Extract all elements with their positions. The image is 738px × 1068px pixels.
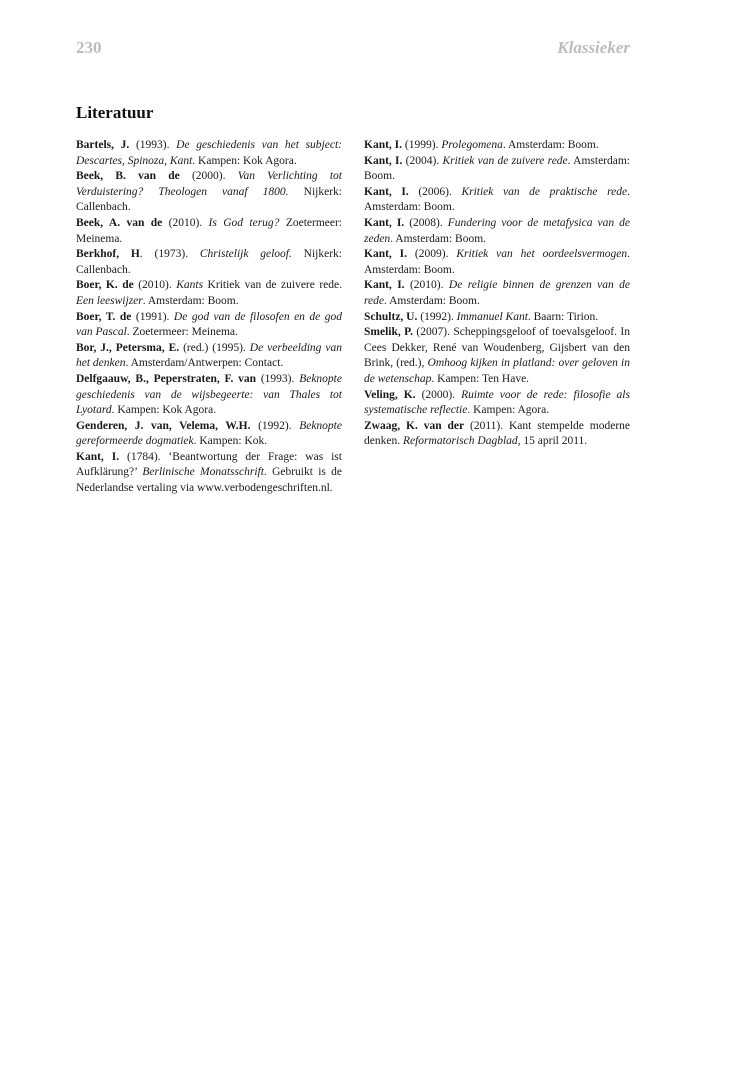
entry-text: (2009). [407, 248, 457, 261]
entry-text: . Amsterdam: Boom. [364, 154, 630, 183]
entry-text: . Amsterdam: Boom. [364, 248, 630, 276]
entry-title: Fundering voor de metafysica van de zeden [364, 216, 630, 245]
bibliography-entry [76, 419, 342, 450]
page-number: 230 [76, 38, 102, 57]
entry-text: (1992). [417, 310, 457, 323]
entry-text: . Amsterdam: Boom. [502, 139, 599, 151]
section-title: Literatuur [76, 103, 154, 122]
entry-text: (2010). [162, 216, 209, 229]
entry-text: . Amsterdam: Boom. [142, 294, 239, 307]
entry-title: De god van de filosofen en de god van Pascal [76, 310, 342, 339]
entry-title: De geschiedenis van het subject: Descartes, Spinoza, Kant [76, 139, 342, 167]
entry-author: Genderen, J. van, Velema, W.H. [76, 419, 251, 432]
entry-text: . Kampen: Kok Agora. [192, 154, 297, 167]
entry-text: Kritiek van de zuivere rede. [203, 279, 342, 292]
entry-text: (1992). [250, 419, 300, 432]
entry-text: Zoetermeer: Meinema. [76, 216, 343, 245]
entry-title: Ruimte voor de rede: filosofie als systematische reflectie [364, 388, 630, 417]
entry-author: Kant, I. [364, 248, 408, 261]
entry-text: (red.) (1995). [179, 341, 250, 354]
entry-author: Boer, T. de [76, 310, 132, 323]
entry-title: Berlinische Monatsschrift [142, 466, 264, 479]
entry-text: (1993). [129, 139, 177, 151]
entry-author: Kant, I. [364, 154, 403, 167]
bibliography-entry [76, 372, 342, 419]
bibliography-entry [364, 185, 630, 216]
entry-title: Een leeswijzer [76, 294, 143, 307]
bibliography-entry [364, 216, 630, 247]
entry-text: (2000). [415, 388, 462, 401]
entry-author: Beek, A. van de [76, 216, 163, 229]
entry-text: (1784). ‘Beantwortung der Frage: was ist Aufklärung?’ [76, 450, 342, 479]
entry-title: De religie binnen de grenzen van de rede [364, 279, 630, 307]
entry-text: (1993). [256, 372, 300, 385]
entry-text: (2004). [402, 154, 443, 167]
entry-title: Kritiek van het oordeelsvermogen [456, 248, 628, 261]
entry-author: Bartels, J. [76, 139, 130, 151]
entry-title: Kants [176, 279, 204, 292]
entry-title: Van Verlichting tot Verduistering? Theologen vanaf 1800. [76, 170, 342, 198]
bibliography-left-column [76, 138, 342, 497]
entry-title: Christelijk geloof. [199, 248, 292, 261]
bibliography-entry [76, 341, 342, 372]
entry-title: Beknopte gereformeerde dogmatiek [76, 419, 342, 448]
entry-text: . (1973). [139, 248, 200, 261]
bibliography-entry [364, 388, 630, 419]
bibliography-entry [76, 138, 342, 169]
entry-text: (2000). [179, 170, 238, 183]
bibliography-entry [76, 247, 342, 278]
entry-text: . Kampen: Kok Agora. [111, 404, 217, 417]
entry-author: Veling, K. [364, 388, 416, 401]
entry-text: . Kampen: Agora. [467, 404, 550, 417]
entry-author: Kant, I. [364, 185, 409, 198]
bibliography-entry [364, 419, 630, 450]
entry-author: Zwaag, K. van der [364, 419, 465, 432]
entry-text: (1991). [131, 310, 174, 323]
entry-title: Kritiek van de zuivere rede [442, 154, 568, 167]
bibliography-entry [364, 325, 630, 387]
entry-text: . Amsterdam: Boom. [390, 232, 487, 245]
entry-text: Nijkerk: Callenbach. [76, 185, 342, 214]
running-head: Klassieker [557, 38, 630, 57]
entry-text: (2007). Scheppingsgeloof of toevalsgeloof. In Cees Dekker, René van Woudenberg, Gijsbert van den Brink, (red.), [364, 326, 630, 370]
entry-title: Is God terug? [208, 216, 280, 229]
entry-text: (2010). [133, 279, 177, 292]
entry-author: Boer, K. de [76, 279, 134, 292]
entry-title: Immanuel Kant [456, 310, 528, 323]
entry-text: . Amsterdam: Boom. [364, 185, 630, 214]
entry-title: Beknopte geschiedenis van de wijsbegeerte: van Thales tot Lyotard [76, 372, 342, 417]
entry-author: Schultz, U. [364, 310, 418, 323]
entry-author: Kant, I. [364, 279, 405, 292]
entry-title: Omhoog kijken in platland: over geloven in de wetenschap [364, 357, 630, 385]
entry-author: Kant, I. [364, 139, 403, 151]
entry-text: (2010). [404, 279, 449, 292]
bibliography-entry [76, 169, 342, 216]
entry-text: . Gebruikt is de Nederlandse vertaling via www.verbodengeschriften.nl. [76, 466, 343, 495]
entry-text: . Kampen: Kok. [193, 435, 268, 448]
bibliography-entry [76, 310, 342, 341]
entry-text: . Zoetermeer: Meinema. [126, 326, 238, 339]
entry-text: . Amsterdam: Boom. [384, 294, 480, 307]
entry-title: Reformatorisch Dagblad [402, 435, 518, 448]
entry-author: Delfgaauw, B., Peperstraten, F. van [76, 372, 257, 385]
entry-author: Kant, I. [76, 450, 120, 463]
bibliography-entry [364, 138, 630, 154]
entry-text: , 15 april 2011. [517, 435, 588, 448]
entry-author: Smelik, P. [364, 326, 413, 339]
entry-text: . Amsterdam/Antwerpen: Contact. [125, 357, 284, 370]
bibliography-entry [364, 310, 630, 326]
entry-author: Berkhof, H [76, 248, 140, 261]
entry-text: (2008). [404, 216, 448, 229]
bibliography-right-column [364, 138, 630, 450]
entry-text: (2006). [408, 185, 462, 198]
entry-text: (1999). [402, 139, 442, 151]
entry-text: (2011). Kant stempelde moderne denken. [364, 419, 630, 448]
entry-text: . Kampen: Ten Have. [431, 372, 530, 385]
bibliography-entry [76, 278, 342, 309]
bibliography-entry [364, 278, 630, 309]
entry-author: Bor, J., Petersma, E. [76, 341, 180, 354]
bibliography-entry [364, 247, 630, 278]
bibliography-entry [76, 216, 342, 247]
bibliography-entry [364, 154, 630, 185]
entry-title: Kritiek van de praktische rede [461, 185, 628, 198]
entry-author: Beek, B. van de [76, 170, 180, 183]
entry-title: Prolegomena [441, 139, 503, 151]
entry-text: Nijkerk: Callenbach. [76, 248, 342, 276]
entry-text: . Baarn: Tirion. [527, 310, 599, 323]
entry-author: Kant, I. [364, 216, 405, 229]
entry-title: De verbeelding van het denken [76, 341, 342, 370]
bibliography-entry [76, 450, 342, 497]
